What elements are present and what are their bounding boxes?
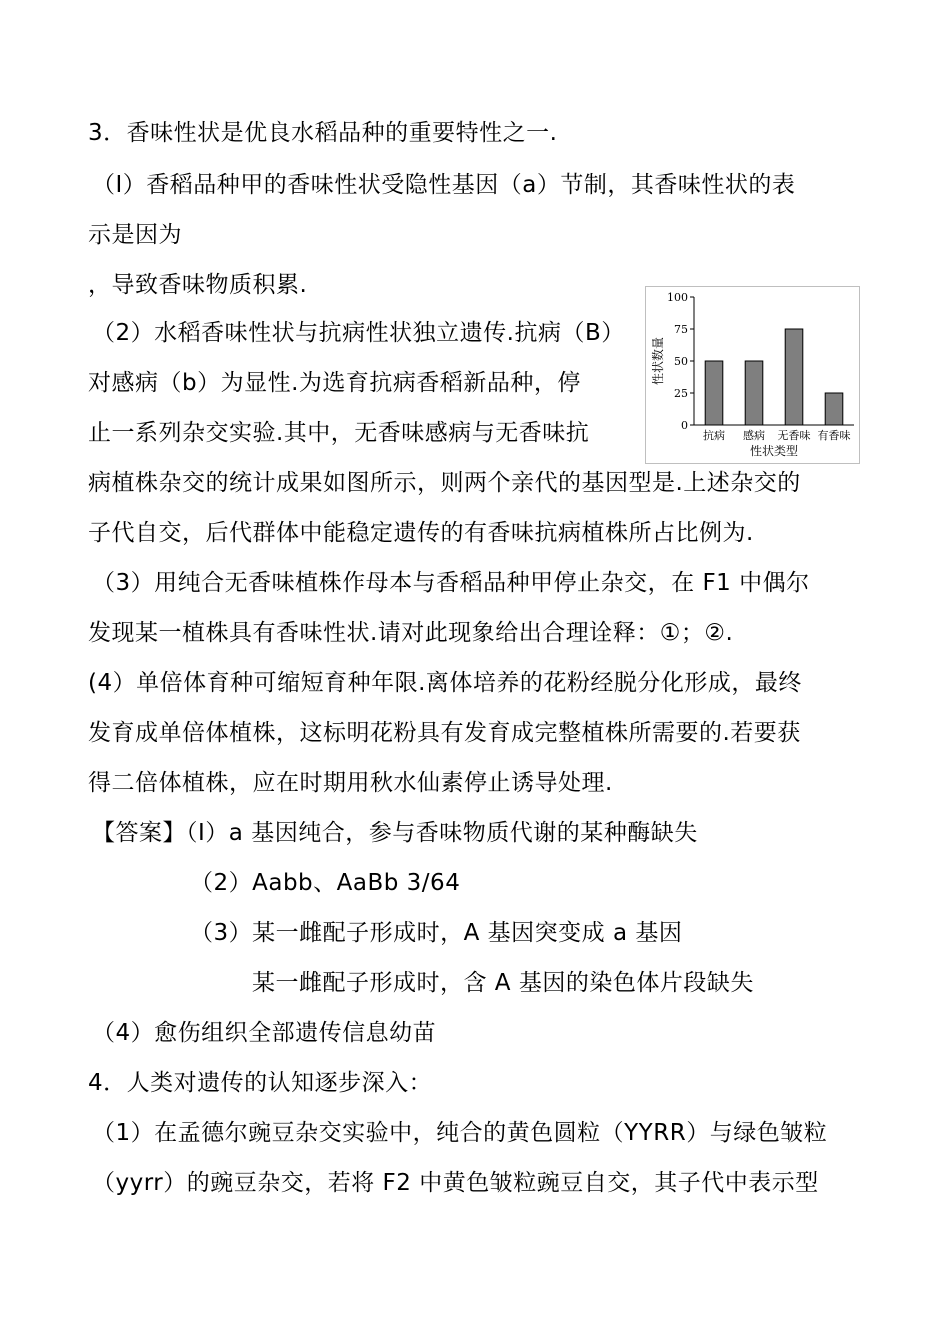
q3-answer-part4: （4）愈伤组织全部遗传信息幼苗: [92, 1020, 437, 1046]
x-axis-label: 性状类型: [749, 444, 799, 458]
bar: [825, 393, 843, 425]
q3-part2-line5: 子代自交，后代群体中能稳定遗传的有香味抗病植株所占比例为.: [88, 520, 754, 546]
q4-part1-line2: （yyrr）的豌豆杂交，若将 F2 中黄色皱粒豌豆自交，其子代中表示型: [92, 1170, 819, 1196]
q3-part1-line2: 示是因为: [88, 222, 182, 248]
y-tick-label: 75: [674, 323, 688, 336]
x-tick-label: 无香味: [777, 429, 811, 442]
y-tick-label: 0: [681, 419, 688, 432]
q3-answer-part1: 【答案】（Ⅰ）a 基因纯合，参与香味物质代谢的某种酶缺失: [92, 820, 698, 846]
q3-part1-line3: ，导致香味物质积累.: [88, 272, 308, 298]
y-tick-label: 50: [674, 355, 688, 368]
q3-part2-line4: 病植株杂交的统计成果如图所示，则两个亲代的基因型是.上述杂交的: [88, 470, 801, 496]
x-tick-label: 感病: [743, 429, 765, 442]
q3-part2-line3: 止一系列杂交实验.其中，无香味感病与无香味抗: [88, 420, 590, 446]
q3-part2-line1: （2）水稻香味性状与抗病性状独立遗传.抗病（B）: [92, 320, 625, 346]
q3-answer-part2: （2）Aabb、AaBb 3/64: [190, 870, 461, 896]
q3-part2-line2: 对感病（b）为显性.为选育抗病香稻新品种，停: [88, 370, 581, 396]
q3-part4-line2: 发育成单倍体植株，这标明花粉具有发育成完整植株所需要的.若要获: [88, 720, 801, 746]
y-tick-label: 100: [667, 291, 688, 304]
q3-part4-line1: (4）单倍体育种可缩短育种年限.离体培养的花粉经脱分化形成，最终: [88, 670, 802, 696]
bar: [785, 329, 803, 425]
bar: [705, 361, 723, 425]
q3-part3-line2: 发现某一植株具有香味性状.请对此现象给出合理诠释：①；②.: [88, 620, 734, 646]
q3-title: 3．香味性状是优良水稻品种的重要特性之一.: [88, 120, 558, 146]
q4-part1-line1: （1）在孟德尔豌豆杂交实验中，纯合的黄色圆粒（YYRR）与绿色皱粒: [92, 1120, 828, 1146]
bar: [745, 361, 763, 425]
x-tick-label: 有香味: [817, 429, 851, 442]
q4-title: 4．人类对遗传的认知逐步深入：: [88, 1070, 433, 1096]
q3-part4-line3: 得二倍体植株，应在时期用秋水仙素停止诱导处理.: [88, 770, 613, 796]
y-axis-label: 性状数量: [651, 336, 665, 386]
q3-answer-part3-line1: （3）某一雌配子形成时，A 基因突变成 a 基因: [190, 920, 683, 946]
q3-part1-line1: （Ⅰ）香稻品种甲的香味性状受隐性基因（a）节制，其香味性状的表: [92, 172, 796, 198]
x-tick-label: 抗病: [703, 429, 725, 442]
bar-chart-svg: [646, 287, 859, 463]
y-tick-label: 25: [674, 387, 688, 400]
q3-answer-part3-line2: 某一雌配子形成时，含 A 基因的染色体片段缺失: [252, 970, 754, 996]
trait-bar-chart: [645, 286, 860, 464]
q3-part3-line1: （3）用纯合无香味植株作母本与香稻品种甲停止杂交，在 F1 中偶尔: [92, 570, 810, 596]
